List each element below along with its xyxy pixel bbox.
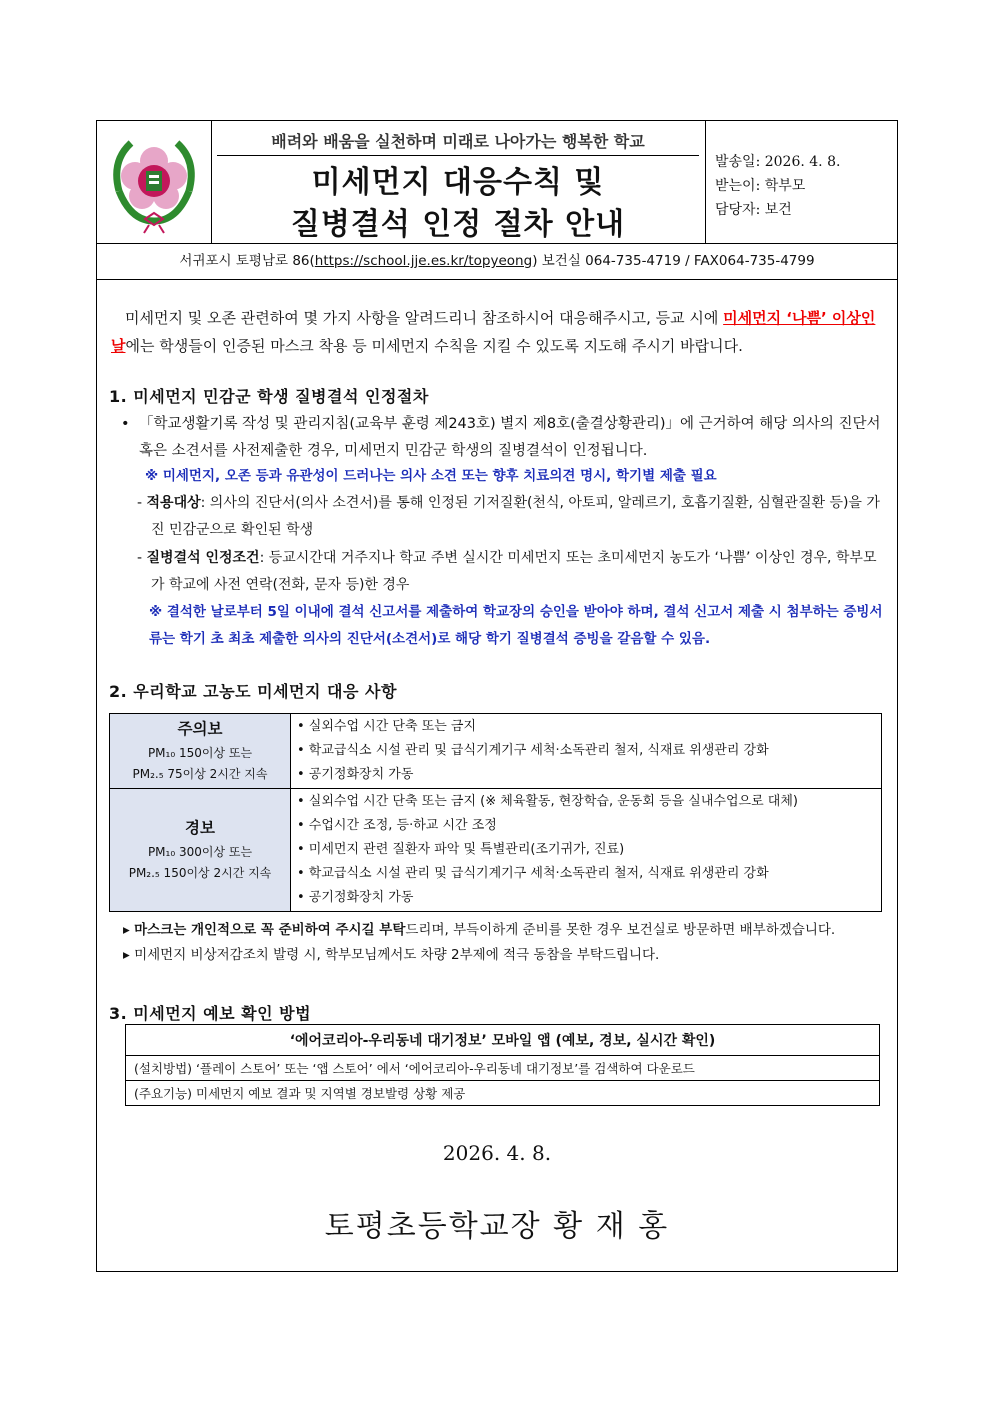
level-cond1: PM₁₀ 150이상 또는 xyxy=(147,746,253,760)
section1-bullet: 「학교생활기록 작성 및 관리지침(교육부 훈령 제243호) 별지 제8호(출결상황관리)」에 근거하여 해당 의사의 진단서 혹은 소견서를 사전제출한 경우, 미세먼지 민감군 학생의 질병결석이 인정됩니다. xyxy=(139,416,881,459)
section1-condition: - 질병결석 인정조건: 등교시간대 거주지나 학교 주변 실시간 미세먼지 또는 초미세먼지 농도가 ‘나쁨’ 이상인 경우, 학부모가 학교에 사전 연락(전화, 문자 등)한 경우 xyxy=(137,550,877,593)
table-row xyxy=(126,1081,880,1106)
level-cond2: PM₂.₅ 150이상 2시간 지속 xyxy=(128,866,272,880)
section3-title: 3. 미세먼지 예보 확인 방법 xyxy=(109,1004,312,1023)
section1-title: 1. 미세먼지 민감군 학생 질병결석 인정절차 xyxy=(109,387,429,406)
condition-text: : 등교시간대 거주지나 학교 주변 실시간 미세먼지 또는 초미세먼지 농도가 ‘나쁨’ 이상인 경우, 학부모가 학교에 사전 연락(전화, 문자 등)한 경우 xyxy=(151,550,877,593)
action-item: • 실외수업 시간 단축 또는 금지 xyxy=(297,719,477,734)
contact-person: 담당자: 보건 xyxy=(715,202,792,218)
intro-text-1: 미세먼지 및 오존 관련하여 몇 가지 사항을 알려드리니 참조하시어 대응해주시고, 등교 시에 xyxy=(125,309,724,327)
mask-note-rest: 드리며, 부득이하게 준비를 못한 경우 보건실로 방문하면 배부하겠습니다. xyxy=(405,922,836,938)
school-website-link[interactable]: https://school.jje.es.kr/topyeong xyxy=(314,253,533,269)
level-cond2: PM₂.₅ 75이상 2시간 지속 xyxy=(132,767,268,781)
level-cell xyxy=(110,714,291,789)
document-frame xyxy=(96,120,898,1272)
address-prefix: 서귀포시 토평남로 86( xyxy=(179,253,315,269)
section1-note1: ※ 미세먼지, 오존 등과 유관성이 드러나는 의사 소견 또는 향후 치료의견 명시, 학기별 제출 필요 xyxy=(145,468,717,484)
sent-date: 발송일: 2026. 4. 8. xyxy=(715,154,841,170)
action-item: • 학교급식소 시설 관리 및 급식기계기구 세척·소독관리 철저, 식재료 위생관리 강화 xyxy=(297,866,769,881)
page-title-line1: 미세먼지 대응수칙 및 xyxy=(311,165,605,200)
action-cell xyxy=(291,789,882,912)
action-cell xyxy=(291,714,882,789)
issue-date: 2026. 4. 8. xyxy=(442,1141,552,1165)
car-note-text: 미세먼지 비상저감조치 발령 시, 학부모님께서도 차량 2부제에 적극 동참을 부탁드립니다. xyxy=(134,947,660,963)
table-row xyxy=(110,714,882,789)
recipient: 받는이: 학부모 xyxy=(715,178,806,194)
action-item: • 공기정화장치 가동 xyxy=(297,890,414,905)
action-item: • 학교급식소 시설 관리 및 급식기계기구 세척·소독관리 철저, 식재료 위생관리 강화 xyxy=(297,743,769,758)
header xyxy=(97,121,897,244)
table-row xyxy=(110,789,882,912)
address-bar xyxy=(97,243,897,280)
forecast-feature: (주요기능) 미세먼지 예보 결과 및 지역별 경보발령 상황 제공 xyxy=(126,1081,880,1106)
action-item: • 미세먼지 관련 질환자 파악 및 특별관리(조기귀가, 진료) xyxy=(297,842,625,857)
intro-highlight: 미세먼지 ‘나쁨’ 이상인 날 xyxy=(111,309,876,355)
school-emblem xyxy=(97,121,212,243)
mask-note-bold: 마스크는 개인적으로 꼭 준비하여 주시길 부탁 xyxy=(134,922,406,938)
section2-title: 2. 우리학교 고농도 미세먼지 대응 사항 xyxy=(109,682,397,701)
school-emblem-icon xyxy=(97,121,211,243)
action-item: • 실외수업 시간 단축 또는 금지 (※ 체육활동, 현장학습, 운동회 등을 실내수업으로 대체) xyxy=(297,794,798,809)
action-item: • 공기정화장치 가동 xyxy=(297,767,414,782)
level-name: 주의보 xyxy=(177,720,223,738)
meta-info xyxy=(705,121,899,243)
condition-label: 질병결석 인정조건 xyxy=(146,550,260,566)
title-block xyxy=(211,121,706,243)
forecast-install: (설치방법) ‘플레이 스토어’ 또는 ‘앱 스토어’ 에서 ‘에어코리아-우리동네 대기정보’를 검색하여 다운로드 xyxy=(126,1056,880,1081)
bullet-dot: • xyxy=(121,416,130,432)
response-table xyxy=(109,713,882,912)
address-suffix: ) 보건실 064-735-4719 / FAX064-735-4799 xyxy=(532,253,815,269)
car-note: ▸ 미세먼지 비상저감조치 발령 시, 학부모님께서도 차량 2부제에 적극 동참을 부탁드립니다. xyxy=(123,947,660,963)
level-cond1: PM₁₀ 300이상 또는 xyxy=(147,845,253,859)
forecast-table-head: ‘에어코리아-우리동네 대기정보’ 모바일 앱 (예보, 경보, 실시간 확인) xyxy=(126,1025,880,1056)
page-title-line2: 질병결석 인정 절차 안내 xyxy=(290,207,626,242)
action-item: • 수업시간 조정, 등·하교 시간 조정 xyxy=(297,818,497,833)
section1-target: - 적용대상: 의사의 진단서(의사 소견서)를 통해 인정된 기저질환(천식, 아토피, 알레르기, 호흡기질환, 심혈관질환 등)을 가진 민감군으로 확인된 학생 xyxy=(137,495,880,538)
school-motto: 배려와 배움을 실천하며 미래로 나아가는 행복한 학교 xyxy=(271,132,645,151)
table-row xyxy=(126,1056,880,1081)
level-name: 경보 xyxy=(185,819,215,837)
principal-signature: 토평초등학교장 황 재 홍 xyxy=(324,1209,670,1244)
intro-paragraph xyxy=(111,304,887,360)
section1-note2: ※ 결석한 날로부터 5일 이내에 결석 신고서를 제출하여 학교장의 승인을 받아야 하며, 결석 신고서 제출 시 첨부하는 증빙서류는 학기 초 최초 제출한 의사의 진단서(소견서)로 해당 학기 질병결석 증빙을 갈음할 수 있음. xyxy=(149,604,883,647)
forecast-table xyxy=(125,1024,880,1106)
target-text: : 의사의 진단서(의사 소견서)를 통해 인정된 기저질환(천식, 아토피, 알레르기, 호흡기질환, 심혈관질환 등)을 가진 민감군으로 확인된 학생 xyxy=(151,495,880,538)
mask-note: ▸ 마스크는 개인적으로 꼭 준비하여 주시길 부탁드리며, 부득이하게 준비를 못한 경우 보건실로 방문하면 배부하겠습니다. xyxy=(123,922,836,938)
target-label: 적용대상 xyxy=(146,495,201,511)
motto-divider xyxy=(217,155,699,156)
intro-text-2: 에는 학생들이 인증된 마스크 착용 등 미세먼지 수칙을 지킬 수 있도록 지도해 주시기 바랍니다. xyxy=(125,337,743,355)
level-cell xyxy=(110,789,291,912)
table-row xyxy=(126,1025,880,1056)
